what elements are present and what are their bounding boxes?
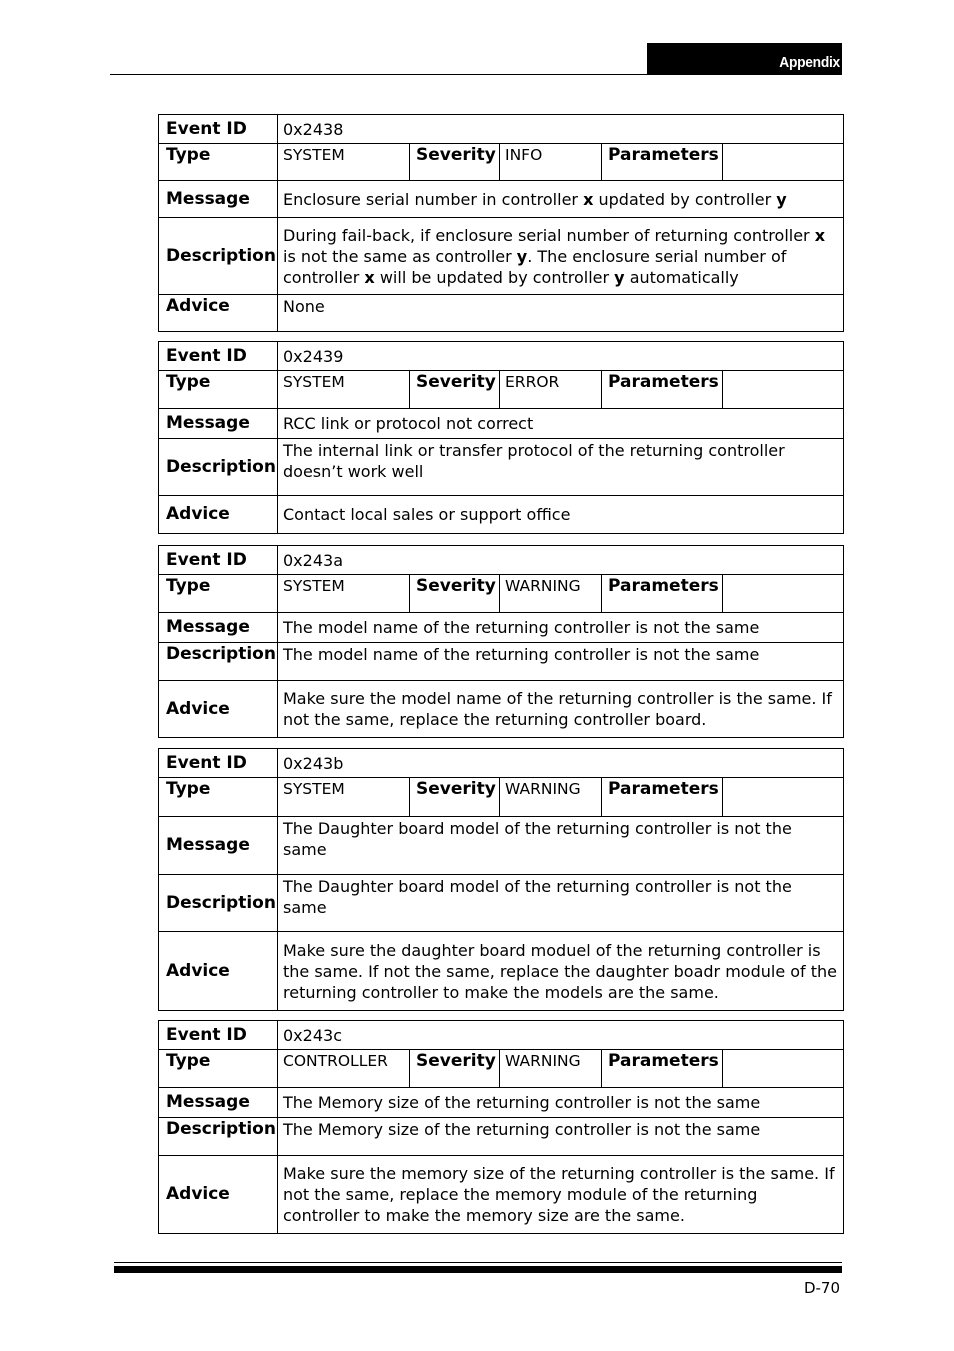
- parameters-label: Parameters: [602, 371, 723, 409]
- header-rule: [110, 74, 647, 75]
- type-label: Type: [159, 144, 278, 181]
- parameters-value: [723, 575, 844, 613]
- event-id-value: 0x243a: [278, 546, 844, 575]
- message-value: The model name of the returning controller is not the same: [278, 613, 844, 643]
- event-id-label: Event ID: [159, 546, 278, 575]
- message-value: RCC link or protocol not correct: [278, 409, 844, 439]
- description-value: The Memory size of the returning controller is not the same: [278, 1118, 844, 1156]
- advice-value: None: [278, 295, 844, 332]
- footer-rule: [114, 1266, 842, 1273]
- event-id-label: Event ID: [159, 749, 278, 778]
- event-table-0x243c: [158, 1020, 844, 1234]
- parameters-label: Parameters: [602, 778, 723, 817]
- parameters-value: [723, 144, 844, 181]
- type-value: SYSTEM: [278, 144, 410, 181]
- severity-value: WARNING: [500, 778, 602, 817]
- footer-thin-rule: [114, 1262, 842, 1263]
- section-tab: [647, 43, 842, 75]
- advice-value: Make sure the model name of the returning controller is the same. If not the same, replace the returning controller board.: [278, 681, 844, 738]
- severity-value: ERROR: [500, 371, 602, 409]
- page-number: D-70: [803, 1279, 840, 1297]
- advice-label: Advice: [159, 1156, 278, 1234]
- parameters-label: Parameters: [602, 144, 723, 181]
- severity-label: Severity: [410, 778, 500, 817]
- message-label: Message: [159, 181, 278, 218]
- description-label: Description: [159, 1118, 278, 1156]
- parameters-value: [723, 371, 844, 409]
- parameters-label: Parameters: [602, 1050, 723, 1088]
- message-value: Enclosure serial number in controller x updated by controller y: [278, 181, 844, 218]
- parameters-value: [723, 1050, 844, 1088]
- advice-value: Make sure the daughter board moduel of the returning controller is the same. If not the same, replace the daughter boadr module of the returning controller to make the models are the same.: [278, 932, 844, 1011]
- parameters-label: Parameters: [602, 575, 723, 613]
- type-value: SYSTEM: [278, 575, 410, 613]
- advice-value: Contact local sales or support office: [278, 496, 844, 534]
- event-table-0x2439: [158, 341, 844, 534]
- message-label: Message: [159, 613, 278, 643]
- section-label: Appendix: [779, 54, 840, 71]
- description-value: The Daughter board model of the returning controller is not the same: [278, 875, 844, 932]
- severity-value: INFO: [500, 144, 602, 181]
- type-label: Type: [159, 371, 278, 409]
- description-value: During fail-back, if enclosure serial number of returning controller x is not the same as controller y. The enclosure serial number of controller x will be updated by controller y automatically: [278, 218, 844, 295]
- message-label: Message: [159, 1088, 278, 1118]
- type-value: SYSTEM: [278, 778, 410, 817]
- advice-value: Make sure the memory size of the returning controller is the same. If not the same, replace the memory module of the returning controller to make the memory size are the same.: [278, 1156, 844, 1234]
- description-label: Description: [159, 439, 278, 496]
- advice-label: Advice: [159, 496, 278, 534]
- event-id-value: 0x243b: [278, 749, 844, 778]
- description-label: Description: [159, 875, 278, 932]
- severity-label: Severity: [410, 575, 500, 613]
- advice-label: Advice: [159, 932, 278, 1011]
- event-id-label: Event ID: [159, 1021, 278, 1050]
- type-label: Type: [159, 1050, 278, 1088]
- description-value: The model name of the returning controller is not the same: [278, 643, 844, 681]
- event-id-label: Event ID: [159, 115, 278, 144]
- type-label: Type: [159, 778, 278, 817]
- message-value: The Daughter board model of the returning controller is not the same: [278, 817, 844, 875]
- event-id-value: 0x2438: [278, 115, 844, 144]
- severity-value: WARNING: [500, 575, 602, 613]
- description-label: Description: [159, 218, 278, 295]
- event-table-0x243a: [158, 545, 844, 738]
- severity-value: WARNING: [500, 1050, 602, 1088]
- severity-label: Severity: [410, 144, 500, 181]
- type-label: Type: [159, 575, 278, 613]
- type-value: SYSTEM: [278, 371, 410, 409]
- advice-label: Advice: [159, 295, 278, 332]
- event-id-value: 0x243c: [278, 1021, 844, 1050]
- description-value: The internal link or transfer protocol of the returning controller doesn’t work well: [278, 439, 844, 496]
- severity-label: Severity: [410, 371, 500, 409]
- advice-label: Advice: [159, 681, 278, 738]
- type-value: CONTROLLER: [278, 1050, 410, 1088]
- event-id-value: 0x2439: [278, 342, 844, 371]
- message-label: Message: [159, 409, 278, 439]
- event-table-0x243b: [158, 748, 844, 1011]
- message-label: Message: [159, 817, 278, 875]
- event-table-0x2438: [158, 114, 844, 332]
- description-label: Description: [159, 643, 278, 681]
- parameters-value: [723, 778, 844, 817]
- event-id-label: Event ID: [159, 342, 278, 371]
- severity-label: Severity: [410, 1050, 500, 1088]
- message-value: The Memory size of the returning controller is not the same: [278, 1088, 844, 1118]
